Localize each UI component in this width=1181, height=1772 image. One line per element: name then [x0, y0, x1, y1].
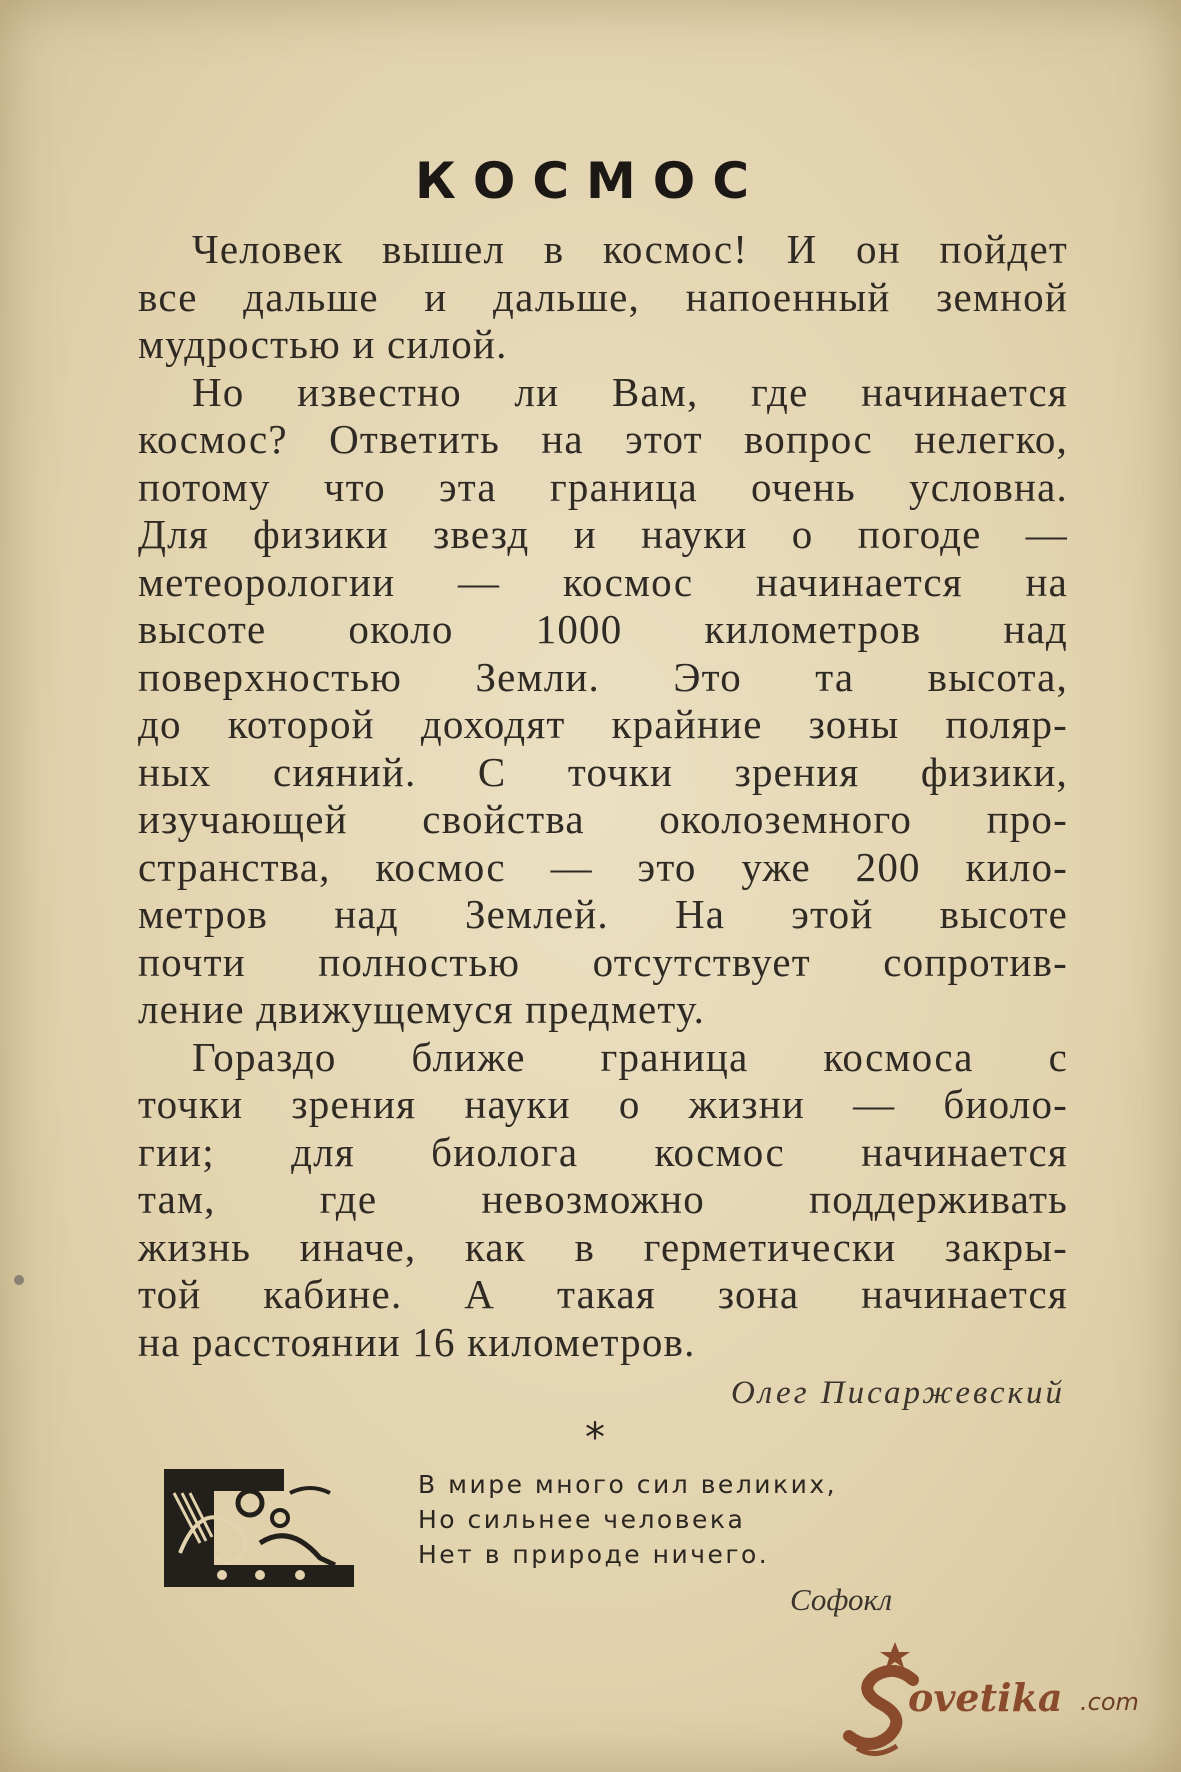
text-line: ных сияний. С точки зрения физики, [138, 748, 1068, 795]
text-line: потому что эта граница очень условна. [138, 463, 1068, 510]
poem-line: Нет в природе ничего. [418, 1540, 770, 1569]
text-line: там, где невозможно поддерживать [138, 1176, 1068, 1222]
text-line: метров над Землей. На этой высоте [138, 891, 1068, 937]
text-line: на расстоянии 16 километров. [138, 1318, 696, 1365]
text-line: почти полностью отсутствует сопротив- [138, 938, 1068, 985]
paragraph-1 [138, 226, 1068, 369]
text-line: метеорологии — космос начинается на [138, 558, 1068, 605]
decorative-ornament-icon [160, 1463, 360, 1593]
text-line: все дальше и дальше, напоенный земной [138, 273, 1068, 320]
text-line: космос? Ответить на этот вопрос нелегко, [138, 416, 1068, 462]
text-line: гии; для биолога космос начинается [138, 1128, 1068, 1175]
poem-epigraph [418, 1467, 837, 1572]
paragraph-2 [138, 369, 1068, 1034]
poem-line: В мире много сил великих, [418, 1470, 838, 1499]
section-separator: * [585, 1415, 605, 1461]
text-line: жизнь иначе, как в герметически закры- [138, 1223, 1068, 1270]
text-line: изучающей свойства околоземного про- [138, 796, 1068, 842]
text-line: Для физики звезд и науки о погоде — [138, 511, 1068, 557]
text-line: до которой доходят крайние зоны поляр- [138, 701, 1068, 747]
text-line: точки зрения науки о жизни — биоло- [138, 1081, 1068, 1127]
text-line: Но известно ли Вам, где начинается [192, 368, 1068, 415]
text-line: Человек вышел в космос! И он пойдет [192, 226, 1068, 272]
text-line: ление движущемуся предмету. [138, 986, 706, 1032]
text-line: поверхностью Земли. Это та высота, [138, 653, 1068, 700]
staple-hole [14, 1275, 24, 1285]
paragraph-3 [138, 1034, 1068, 1367]
text-line: странства, космос — это уже 200 кило- [138, 843, 1068, 890]
article-body [138, 226, 1068, 1366]
poem-line: Но сильнее человека [418, 1505, 746, 1534]
watermark-brand: ovetika [908, 1675, 1063, 1720]
text-line: той кабине. А такая зона начинается [138, 1271, 1068, 1317]
text-line: мудростью и силой. [138, 321, 508, 367]
text-line: высоте около 1000 километров над [138, 606, 1068, 652]
poem-attribution: Софокл [790, 1582, 893, 1617]
text-line: Гораздо ближе граница космоса с [192, 1033, 1068, 1080]
page-title: КОСМОС [414, 152, 767, 210]
article-author: Олег Писаржевский [731, 1375, 1065, 1411]
watermark-domain: .com [1080, 1688, 1139, 1716]
